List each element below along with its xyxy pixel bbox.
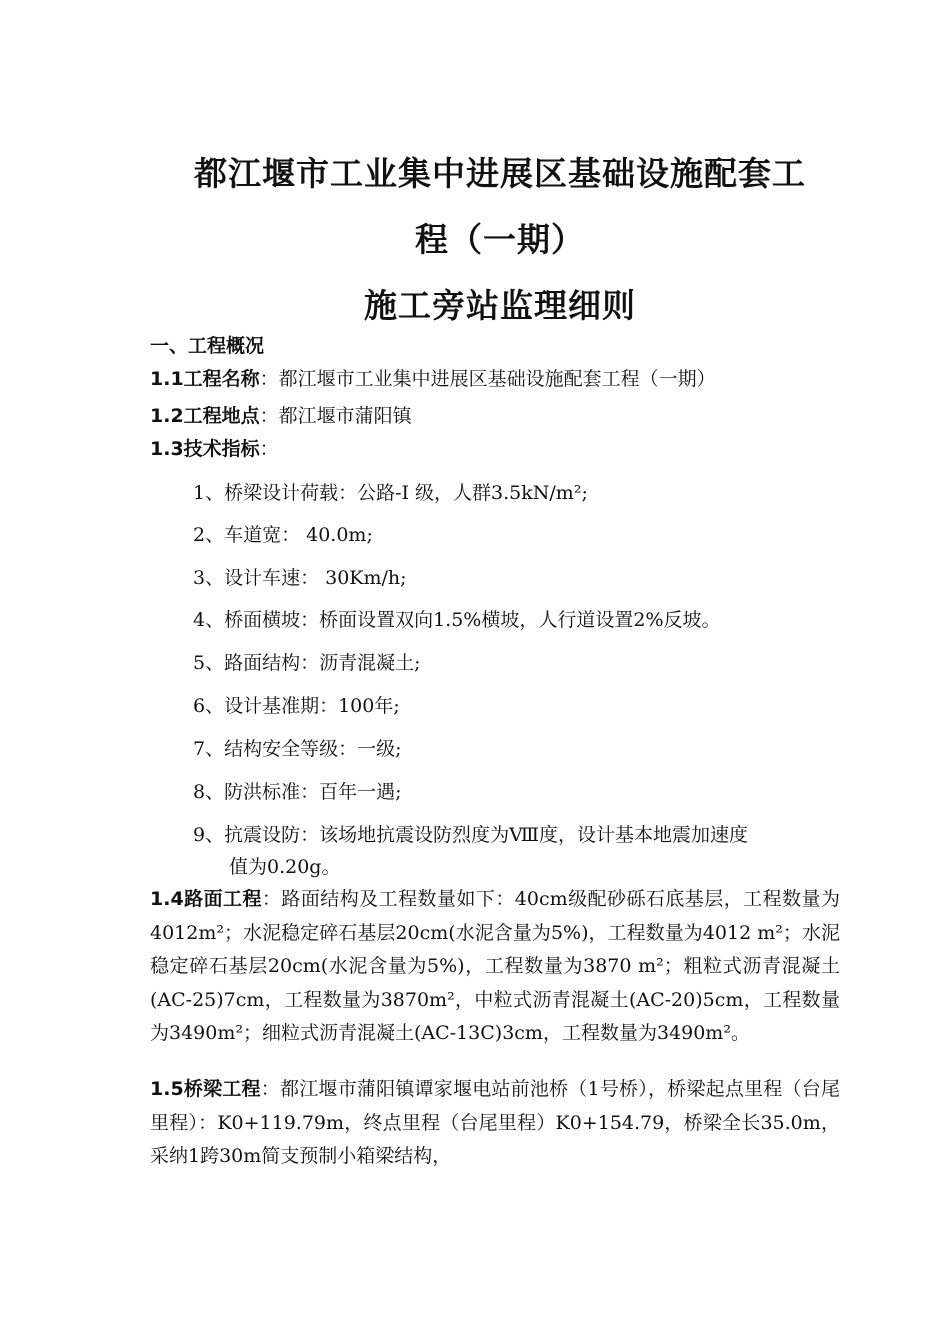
project-name-value: ：都江堰市工业集中进展区基础设施配套工程（一期） [259,368,716,390]
bridge-works-label: 1.5桥梁工程 [150,1078,261,1100]
tech-spec-label: 1.3技术指标 [150,438,260,460]
tech-item: 6、设计基准期：100年; [193,695,400,717]
road-works-paragraph [150,883,840,1051]
tech-item: 8、防洪标准：百年一遇; [193,781,402,803]
project-name-label: 1.1工程名称 [150,368,260,390]
bridge-works-text: ：都江堰市蒲阳镇谭家堰电站前池桥（1号桥），桥梁起点里程（台尾里程）：K0+119.79m，终点里程（台尾里程）K0+154.79，桥梁全长35.0m，采纳1跨30m简支预制小箱梁结构， [150,1078,840,1167]
tech-item-continuation: 值为0.20g。 [229,856,341,878]
tech-item: 7、结构安全等级：一级; [193,738,402,760]
tech-item: 1、桥梁设计荷载：公路-Ⅰ 级，人群3.5kN/m²; [193,482,588,504]
document-title-line-3: 施工旁站监理细则 [364,286,636,325]
project-location-value: ：都江堰市蒲阳镇 [259,405,412,427]
bridge-works-paragraph [150,1073,840,1174]
tech-item: 5、路面结构：沥青混凝土; [193,652,421,674]
road-works-label: 1.4路面工程 [150,888,262,910]
road-works-text: ：路面结构及工程数量如下：40cm级配砂砾石底基层，工程数量为4012m²；水泥稳定碎石基层20cm(水泥含量为5%)，工程数量为4012 m²；水泥稳定碎石基层20cm(水泥含量为5%)，工程数量为3870 m²；粗粒式沥青混凝土(AC-25)7cm，工程数量为3870m²，中粒式沥青混凝土(AC-20)5cm，工程数量为3490m²；细粒式沥青混凝土(AC-13C)3cm，工程数量为3490m²。 [150,888,840,1044]
document-title-line-2: 程（一期） [415,220,585,259]
tech-spec-colon: ： [259,438,279,460]
tech-item: 3、设计车速： 30Km/h; [193,567,407,589]
tech-item: 2、车道宽： 40.0m; [193,524,373,546]
project-location-row [150,404,412,428]
section-heading: 一、工程概况 [150,335,265,357]
document-title-line-1: 都江堰市工业集中进展区基础设施配套工 [194,154,806,193]
tech-item: 9、抗震设防：该场地抗震设防烈度为Ⅷ度，设计基本地震加速度 [193,824,749,846]
tech-spec-row [150,437,279,461]
project-name-row [150,367,716,391]
tech-item: 4、桥面横坡：桥面设置双向1.5%横坡，人行道设置2%反坡。 [193,609,721,631]
project-location-label: 1.2工程地点 [150,405,260,427]
